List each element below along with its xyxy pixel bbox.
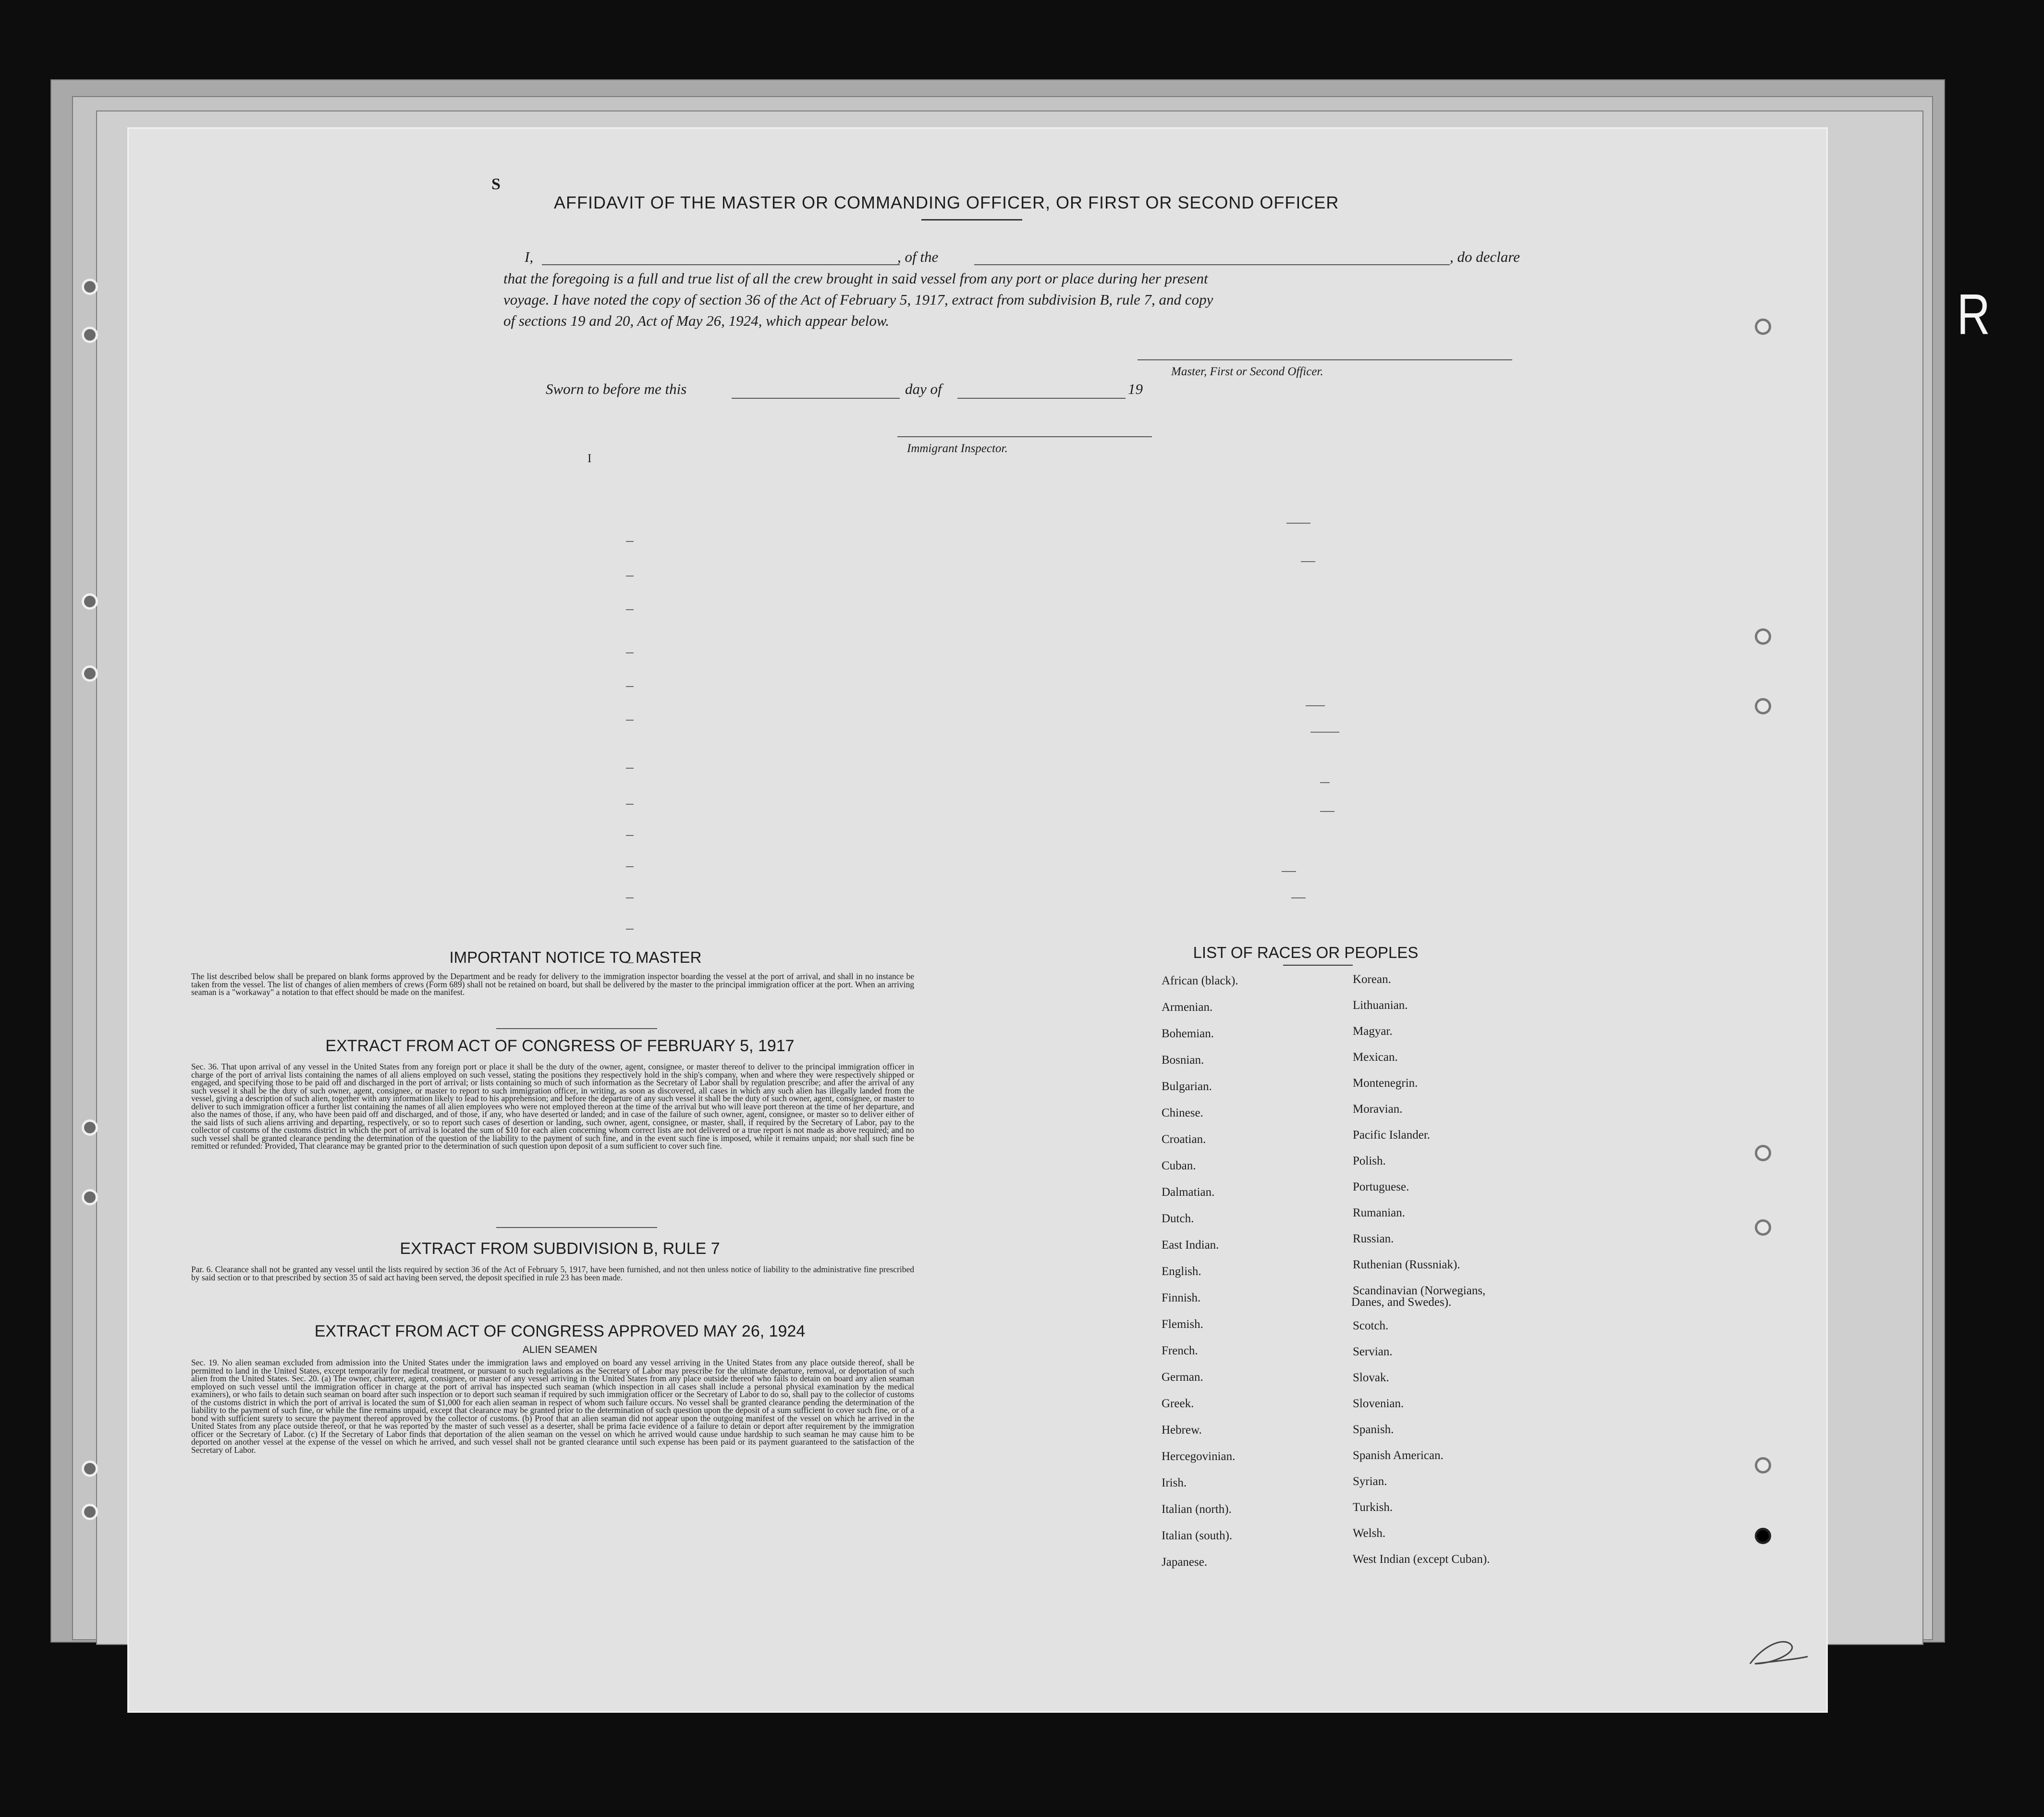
race-item: Dalmatian. <box>1162 1186 1215 1199</box>
race-item: Flemish. <box>1162 1318 1203 1331</box>
race-item: Mexican. <box>1353 1051 1398 1064</box>
inspector-signature-line <box>897 436 1152 437</box>
race-item: Japanese. <box>1162 1556 1208 1569</box>
day-of-label: day of <box>905 381 942 397</box>
race-item: Syrian. <box>1353 1475 1387 1488</box>
race-item: Polish. <box>1353 1154 1386 1167</box>
dash-mark <box>626 609 634 610</box>
page-hole <box>1755 319 1771 335</box>
race-item: Spanish. <box>1353 1423 1394 1436</box>
race-item: Hebrew. <box>1162 1424 1202 1436</box>
inspector-mark: I <box>587 452 592 465</box>
race-item: Hercegovinian. <box>1162 1450 1236 1463</box>
race-item: Pacific Islander. <box>1353 1129 1431 1142</box>
extract-1924-heading: EXTRACT FROM ACT OF CONGRESS APPROVED MAY 26, 1924 <box>314 1322 806 1340</box>
binder-hole <box>82 1119 98 1136</box>
race-item: Bulgarian. <box>1162 1080 1212 1093</box>
race-item: Turkish. <box>1353 1501 1393 1514</box>
dash-mark <box>626 929 634 930</box>
race-item: African (black). <box>1162 974 1238 987</box>
page-hole <box>1755 1145 1771 1161</box>
races-heading-underline <box>1283 965 1353 966</box>
race-item: West Indian (except Cuban). <box>1353 1553 1490 1566</box>
race-item: Italian (south). <box>1162 1529 1233 1542</box>
affidavit-line-3: voyage. I have noted the copy of section 36 of the Act of February 5, 1917, extract from subdivision B, rule 7, and copy <box>503 291 1213 308</box>
race-item: Armenian. <box>1162 1001 1213 1014</box>
race-item: Greek. <box>1162 1397 1194 1410</box>
race-item: Croatian. <box>1162 1133 1206 1146</box>
extract-rule7-text: Par. 6. Clearance shall not be granted any vessel until the lists required by section 36 of the Act of February 5, 1917, have been furnished, and not then unless notice of liability to the administrative fine prescribed by said section or to that prescribed by section 35 of said act having been served, the deposit specified in rule 23 has been made. <box>191 1265 914 1282</box>
dash-mark <box>1310 732 1339 733</box>
declarant-prefix: I, <box>525 248 534 265</box>
race-item: English. <box>1162 1265 1201 1278</box>
dash-mark <box>626 652 634 653</box>
vessel-name-line <box>974 264 1450 265</box>
extract-1917-heading: EXTRACT FROM ACT OF CONGRESS OF FEBRUARY 5, 1917 <box>325 1037 795 1055</box>
corner-letter-mark: S <box>491 175 501 193</box>
dash-mark <box>1291 897 1306 898</box>
race-item: Scandinavian (Norwegians, <box>1353 1284 1486 1297</box>
master-signature-line <box>1138 359 1512 360</box>
race-item: Slovenian. <box>1353 1397 1404 1410</box>
notice-heading: IMPORTANT NOTICE TO MASTER <box>449 948 702 966</box>
race-item: Montenegrin. <box>1353 1077 1418 1090</box>
handwritten-scribble <box>1745 1635 1812 1673</box>
binder-hole <box>82 279 98 295</box>
inspector-signature-label: Immigrant Inspector. <box>907 442 1008 455</box>
binder-hole <box>82 665 98 682</box>
page-hole <box>1755 1457 1771 1473</box>
race-item: Ruthenian (Russniak). <box>1353 1258 1460 1271</box>
dash-mark <box>626 686 634 687</box>
dash-mark <box>1301 561 1315 562</box>
affidavit-line-4: of sections 19 and 20, Act of May 26, 1924, which appear below. <box>503 312 890 329</box>
race-item: Irish. <box>1162 1476 1187 1489</box>
race-item: Portuguese. <box>1353 1180 1409 1193</box>
race-item: Cuban. <box>1162 1159 1196 1172</box>
race-item: Spanish American. <box>1353 1449 1444 1462</box>
race-item: Danes, and Swedes). <box>1351 1296 1452 1309</box>
race-item: Dutch. <box>1162 1212 1194 1225</box>
master-signature-label: Master, First or Second Officer. <box>1171 365 1323 378</box>
section-divider <box>496 1227 657 1228</box>
dash-mark <box>1306 705 1325 706</box>
page-hole-dark <box>1755 1528 1771 1544</box>
dash-mark <box>626 768 634 769</box>
race-item: Italian (north). <box>1162 1503 1232 1516</box>
race-item: Russian. <box>1353 1232 1394 1245</box>
race-item: Magyar. <box>1353 1025 1393 1038</box>
dash-mark <box>1320 811 1334 812</box>
binder-hole <box>82 1461 98 1477</box>
sworn-label: Sworn to before me this <box>546 381 687 397</box>
binder-hole <box>82 327 98 343</box>
race-item: French. <box>1162 1344 1198 1357</box>
title-underline <box>921 219 1022 221</box>
notice-text: The list described below shall be prepared on blank forms approved by the Department and be ready for delivery to the immigration inspector boarding the vessel at the port of arrival, and shall in no instance be taken from the vessel. The list of changes of alien members of crews (Form 689) shall not be retained on board, but shall be delivered by the master to the principal immigration officer at the port. When an arriving seaman is a "workaway" a notation to that effect should be made on the manifest. <box>191 971 914 997</box>
dash-mark <box>626 897 634 898</box>
extract-1924-subheading: ALIEN SEAMEN <box>522 1344 598 1355</box>
dash-mark <box>626 804 634 805</box>
page-hole <box>1755 698 1771 714</box>
page-hole <box>1755 1219 1771 1236</box>
race-item: German. <box>1162 1371 1203 1384</box>
dash-mark <box>1320 782 1330 783</box>
affidavit-page <box>127 127 1828 1713</box>
binder-hole <box>82 593 98 610</box>
race-item: Rumanian. <box>1353 1206 1406 1219</box>
race-item: Scotch. <box>1353 1319 1389 1332</box>
race-item: Chinese. <box>1162 1106 1203 1119</box>
declarant-name-line <box>542 264 900 265</box>
dash-mark <box>1282 871 1296 872</box>
extract-1924-text: Sec. 19. No alien seaman excluded from admission into the United States under the immigration laws and employed on board any vessel arriving in the United States from any place outside thereof, shall be permitted to land in the United States, except temporarily for medical treatment, or pursuant to such regulations as the Secretary of Labor may prescribe for the ultimate departure, removal, or deportation of such alien from the United States. Sec. 20. (a) The owner, charterer, agent, consignee, or master of any vessel arriving in the United States from any place outside thereof who fails to detain on board any alien seaman employed on such vessel until the immigration officer in charge at the port of arrival has inspected such seaman (which inspection in all cases shall include a personal physical examination by the medical examiners), or who fails to detain such seaman on board after such inspection or to deport such seaman if required by such immigration officer or the Secretary of Labor to do so, shall pay to the collector of customs of the customs district in which the port of arrival is located the sum of $1,000 for each alien seaman in respect of whom such failure occurs. No vessel shall be granted clearance pending the determination of the liability to the payment of such fine, or while the fine remains unpaid, except that clearance may be granted prior to the determination of such question upon the deposit of a sum sufficient to cover such fine, or of a bond with sufficient surety to secure the payment thereof approved by the collector of customs. (b) Proof that an alien seaman did not appear upon the outgoing manifest of the vessel on which he arrived in the United States from any place outside thereof, or that he was reported by the master of such vessel as a deserter, shall be prima facie evidence of a failure to detain or deport after requirement by the immigration officer or the Secretary of Labor. (c) If the Secretary of Labor finds that deportation of the alien seaman on the vessel on which he arrived would cause undue hardship to such seaman he may cause him to be deported on another vessel at the expense of the vessel on which he arrived, and such vessel shall not be granted clearance until such expense has been paid or its payment guaranteed to the satisfaction of the Secretary of Labor. <box>191 1358 914 1455</box>
race-item: Bohemian. <box>1162 1027 1214 1040</box>
affidavit-line-2: that the foregoing is a full and true list of all the crew brought in said vessel from any port or place during her present <box>503 270 1208 287</box>
dash-mark <box>1286 523 1310 524</box>
race-item: Korean. <box>1353 973 1391 986</box>
year-prefix: 19 <box>1128 381 1143 397</box>
dash-mark <box>626 576 634 577</box>
dash-mark <box>626 835 634 836</box>
section-divider <box>496 1028 657 1029</box>
binder-hole <box>82 1189 98 1205</box>
extract-1917-text: Sec. 36. That upon arrival of any vessel in the United States from any foreign port or place it shall be the duty of the owner, agent, consignee, or master thereof to deliver to the principal immigration officer in charge of the port of arrival lists containing the names of all aliens employed on such vessel, stating the positions they respectively hold in the ship's company, when and where they were respectively shipped or engaged, and specifying those to be paid off and discharged in the port of arrival; or lists containing so much of such information as the Secretary of Labor shall by regulation prescribe; and after the arrival of any such vessel it shall be the duty of such owner, agent, consignee, or master to report to such immigration officer, in writing, as soon as discovered, all cases in which any such alien has illegally landed from the vessel, giving a description of such alien, together with any information likely to lead to his apprehension; and before the departure of any such vessel it shall be the duty of such owner, agent, consignee, or master to deliver to such immigration officer a further list containing the names of all alien employees who were not employed thereon at the time of the arrival but who will leave port thereon at the time of her departure, and also the names of those, if any, who have been paid off and discharged, and of those, if any, who have deserted or landed; and in case of the failure of such owner, agent, consignee, or master so to deliver either of the said lists of such aliens arriving and departing, respectively, or so to report such cases of desertion or landing, such owner, agent, consignee, or master, shall, if required by the Secretary of Labor, pay to the collector of customs of the customs district in which the port of arrival is located the sum of $10 for each alien concerning whom correct lists are not delivered or a true report is not made as above required; and no such vessel shall be granted clearance pending the determination of the question of the liability to the payment of such fine, and in the event such fine is imposed, while it remains unpaid; nor shall such fine be remitted or refunded: Provided, That clearance may be granted prior to the determination of such question upon deposit of a sum sufficient to cover such fine. <box>191 1062 914 1151</box>
race-item: Lithuanian. <box>1353 999 1408 1012</box>
race-item: Finnish. <box>1162 1291 1201 1304</box>
race-item: Servian. <box>1353 1345 1393 1358</box>
race-item: Bosnian. <box>1162 1054 1204 1067</box>
race-item: Welsh. <box>1353 1527 1386 1540</box>
binder-hole <box>82 1504 98 1520</box>
races-heading: LIST OF RACES OR PEOPLES <box>1193 944 1419 961</box>
dash-mark <box>626 866 634 867</box>
sworn-month-line <box>957 398 1126 399</box>
dash-mark <box>626 541 634 542</box>
page-hole <box>1755 628 1771 645</box>
race-item: Slovak. <box>1353 1371 1389 1384</box>
extract-rule7-heading: EXTRACT FROM SUBDIVISION B, RULE 7 <box>400 1240 720 1258</box>
affidavit-title: AFFIDAVIT OF THE MASTER OR COMMANDING OFFICER, OR FIRST OR SECOND OFFICER <box>554 193 1339 212</box>
sworn-day-line <box>732 398 900 399</box>
declare-suffix: , do declare <box>1450 248 1520 265</box>
edge-letter-mark: R <box>1957 282 1991 346</box>
race-item: East Indian. <box>1162 1239 1219 1252</box>
dash-mark <box>626 720 634 721</box>
race-item: Moravian. <box>1353 1103 1403 1116</box>
vessel-prefix: , of the <box>897 248 939 265</box>
